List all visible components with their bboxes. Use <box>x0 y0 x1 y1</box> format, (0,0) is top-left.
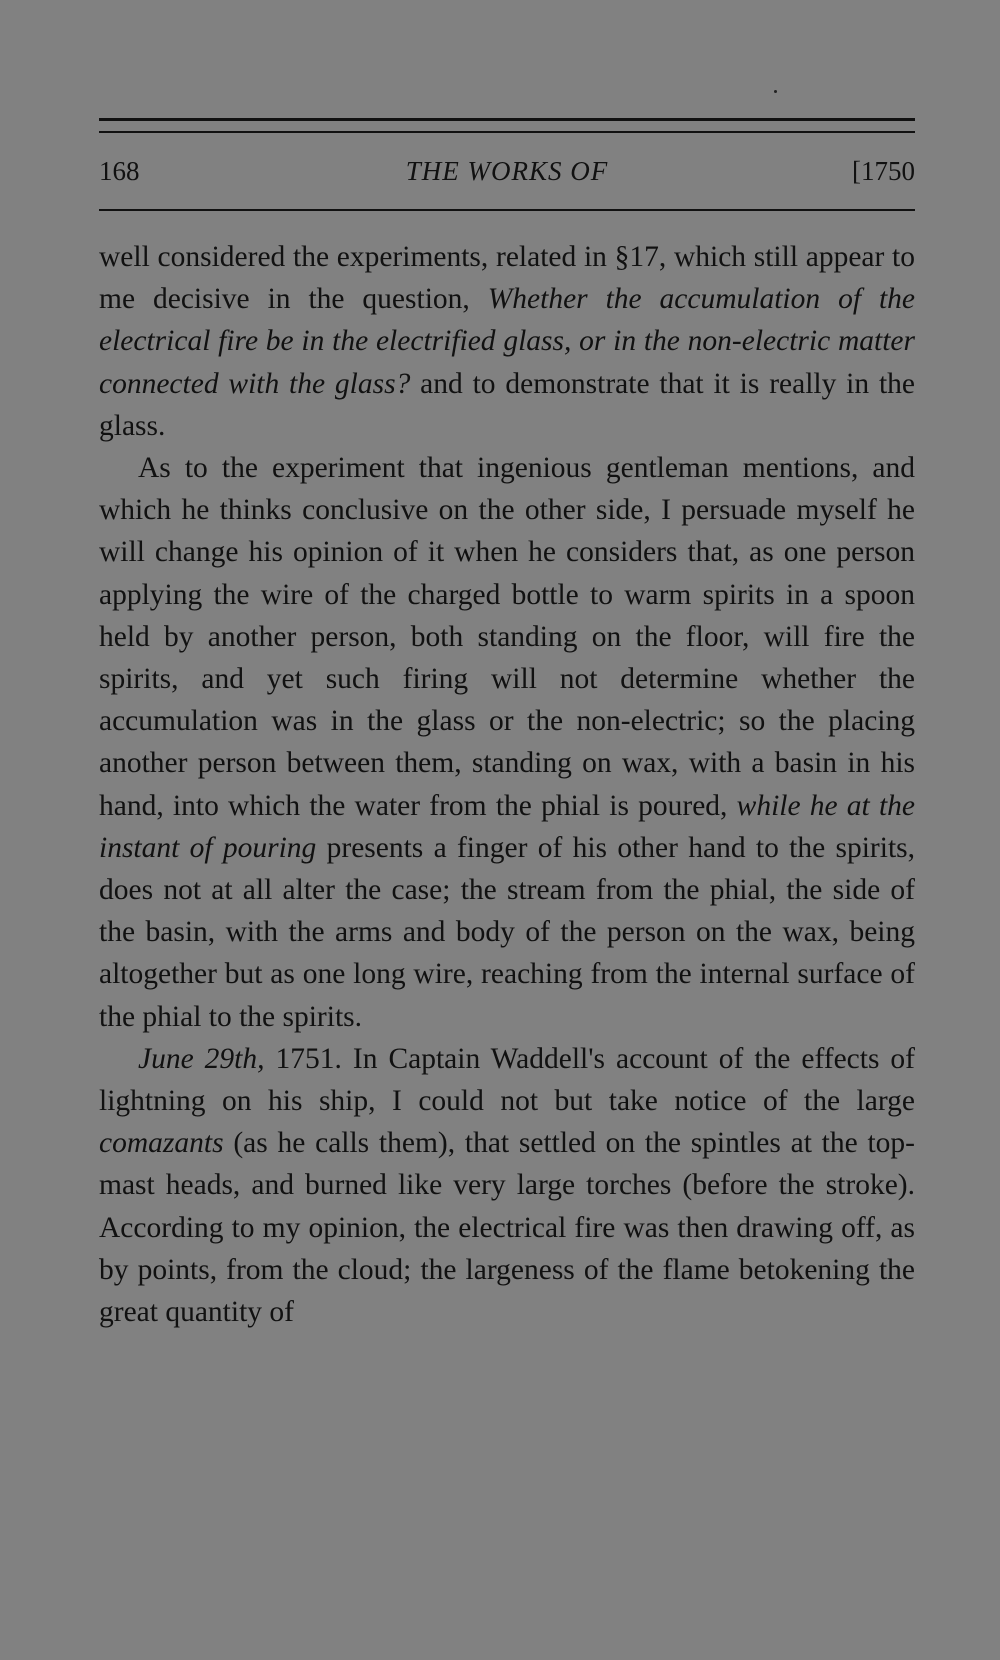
running-title: THE WORKS OF <box>405 156 609 186</box>
paragraph <box>99 1038 915 1333</box>
running-year: [1750 <box>852 156 915 186</box>
running-header <box>99 150 915 194</box>
paragraph <box>99 447 915 1038</box>
body-text <box>99 236 915 1333</box>
top-rule-thin <box>99 131 915 133</box>
print-speck <box>774 90 777 93</box>
text-run: well considered the experiments, related in §17, which still appear to me decisive in the question, <box>99 241 915 316</box>
text-run: and to demonstrate that it is really in the glass. <box>99 367 915 442</box>
text-run: presents a finger of his other hand to the spirits, does not at all alter the case; the stream from the phial, the side of the basin, with the arms and body of the person on the wax, being altogether but as one long wire, reaching from the internal surface of the phial to the spirits. <box>99 831 915 1033</box>
header-rule <box>99 209 915 211</box>
italic-text: June 29th, <box>138 1042 265 1075</box>
text-run: As to the experiment that ingenious gentleman mentions, and which he thinks conclusive on the other side, I persuade myself he will change his opinion of it when he considers that, as one person applying the wire of the charged bottle to warm spirits in a spoon held by another person, both standing on the floor, will fire the spirits, and yet such firing will not determine whether the accumulation was in the glass or the non-electric; so the placing another person between them, standing on wax, with a basin in his hand, into which the water from the phial is poured, <box>99 452 915 822</box>
italic-text: while he at the instant of pouring <box>99 789 915 864</box>
top-rule <box>99 118 915 121</box>
italic-text: comazants <box>99 1127 224 1160</box>
italic-text: Whether the accumulation of the electrical fire be in the electrified glass, or in the non-electric matter connected with the glass? <box>99 283 915 400</box>
text-run: 1751. In Captain Waddell's account of the effects of lightning on his ship, I could not but take notice of the large <box>99 1042 915 1118</box>
text-run: (as he calls them), that settled on the spintles at the top-mast heads, and burned like very large torches (before the stroke). According to my opinion, the electrical fire was then drawing off, as by points, from the cloud; the largeness of the flame betokening the great quantity of <box>99 1127 915 1329</box>
paragraph <box>99 236 915 447</box>
page-number: 168 <box>99 156 140 186</box>
